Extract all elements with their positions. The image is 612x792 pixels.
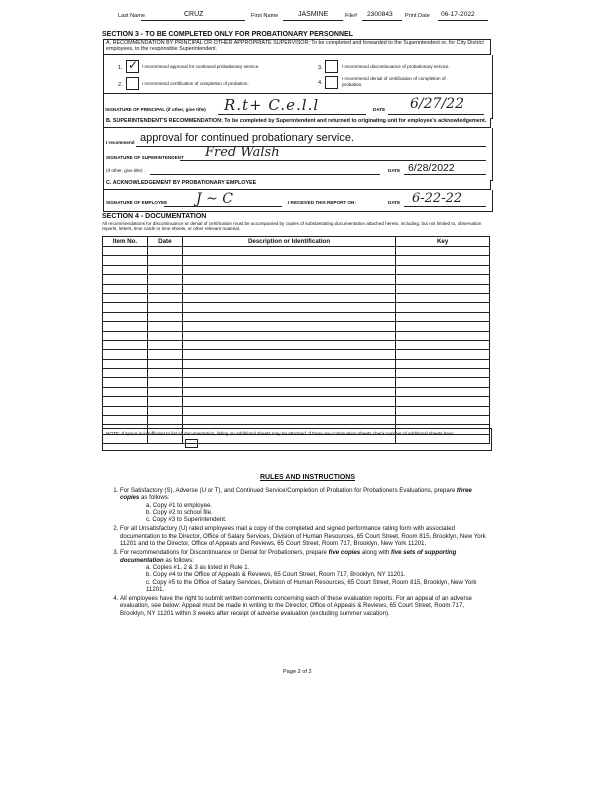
print-date-value: 06-17-2022	[441, 11, 475, 18]
option-2-number: 2.	[118, 82, 123, 88]
rule-3: 3. For recommendations for Discontinuance or Denial for Probationers, prepare five copies along with five sets of supporting documentation as follows: a. Copies #1, 2 & 3 as listed in Rule 1. b. Copy #4 to the Office of Appeals & Reviews, 65 Court Street, Room 717, Brooklyn, NY 11201. c. Copy #5 to the Office of Salary Services, Division of Human Resources, 65 Court Street, Room 815, Brooklyn, New York 11201.	[120, 549, 488, 593]
option-2-text: I recommend certification of completion of probation.	[142, 81, 249, 86]
table-cell[interactable]	[182, 416, 395, 425]
table-cell[interactable]	[103, 378, 148, 387]
table-cell[interactable]	[103, 247, 148, 256]
principal-date-label: DATE	[373, 107, 386, 112]
table-cell[interactable]	[147, 350, 182, 359]
first-name-label: First Name	[251, 13, 279, 19]
column-header-item-no: Item No.	[103, 237, 148, 247]
superintendent-date-line	[404, 174, 486, 175]
rule-2: 2. For all Unsatisfactory (U) rated employees mail a copy of the completed and signed performance rating form with associated documentation to the Director, Office of Salary Services, Division of Human Resources, 65 Court Street, Room 815, Brooklyn, New York 11201 and to the Director, Office of Appeals and Reviews, 65 Court Street, Room 717, Brooklyn, New York 11201.	[120, 525, 488, 547]
recommend-value: approval for continued probationary service.	[140, 132, 355, 144]
table-row	[103, 293, 490, 302]
table-cell[interactable]	[182, 303, 395, 312]
table-cell[interactable]	[182, 406, 395, 415]
table-cell[interactable]	[396, 322, 490, 331]
option-1-checkbox[interactable]	[126, 60, 139, 73]
table-row	[103, 247, 490, 256]
table-cell[interactable]	[147, 397, 182, 406]
table-cell[interactable]	[147, 340, 182, 349]
print-date-label: Print Date	[405, 13, 430, 19]
employee-signature-label: SIGNATURE OF EMPLOYEE	[106, 200, 168, 205]
table-cell[interactable]	[103, 369, 148, 378]
table-cell[interactable]	[182, 322, 395, 331]
partA-header: A. RECOMMENDATION BY PRINCIPAL OR OTHER APPROPRIATE SUPERVISOR: To be completed and forwarded to the Superintendent or, for City District employees, to the responsible Superintendent.	[103, 39, 491, 55]
table-cell[interactable]	[103, 303, 148, 312]
superintendent-date-label: DATE	[388, 168, 401, 173]
table-row	[103, 397, 490, 406]
documentation-table	[102, 236, 490, 444]
table-cell[interactable]	[182, 387, 395, 396]
principal-date: 6/27/22	[410, 96, 464, 112]
section3-title: SECTION 3 - TO BE COMPLETED ONLY FOR PROBATIONARY PERSONNEL	[102, 31, 353, 38]
table-cell[interactable]	[396, 369, 490, 378]
table-row	[103, 312, 490, 321]
employee-date-line	[404, 206, 486, 207]
page-number: Page 2 of 2	[283, 669, 312, 675]
table-row	[103, 284, 490, 293]
option-1-text: I recommend approval for continued probationary service.	[142, 64, 260, 69]
table-cell[interactable]	[147, 256, 182, 265]
table-cell[interactable]	[103, 265, 148, 274]
table-cell[interactable]	[396, 331, 490, 340]
received-label: I RECEIVED THIS REPORT ON:	[288, 200, 356, 205]
table-cell[interactable]	[103, 275, 148, 284]
table-cell[interactable]	[103, 312, 148, 321]
rule-4: 4. All employees have the right to submit written comments concerning each of these evaluation reports. For an appeal of an adverse evaluation, see below: Appeal must be made in writing to the Director, Office of Appeals & Reviews, 65 Court Street, Room 717, Brooklyn, NY 11201 within 3 weeks after receipt of adverse evaluation (excluding summer vacation).	[120, 595, 488, 617]
file-label: File#	[345, 13, 358, 19]
table-cell[interactable]	[103, 387, 148, 396]
table-cell[interactable]	[396, 359, 490, 368]
principal-signature-label: SIGNATURE OF PRINCIPAL (if other, give title)	[105, 107, 206, 112]
table-cell[interactable]	[396, 275, 490, 284]
option-4-text: I recommend denial of certification of completion of probation.	[342, 76, 446, 87]
option-4-checkbox[interactable]	[325, 76, 338, 89]
table-cell[interactable]	[147, 387, 182, 396]
superintendent-signature-label: SIGNATURE OF SUPERINTENDENT	[106, 155, 184, 160]
employee-date-label: DATE	[388, 200, 401, 205]
table-cell[interactable]	[103, 350, 148, 359]
file-line	[362, 20, 402, 21]
table-cell[interactable]	[103, 406, 148, 415]
table-cell[interactable]	[396, 256, 490, 265]
table-row	[103, 340, 490, 349]
table-row	[103, 369, 490, 378]
column-header-description: Description or Identification	[182, 237, 395, 247]
recommend-line	[136, 146, 486, 147]
table-row	[103, 359, 490, 368]
table-cell[interactable]	[147, 265, 182, 274]
table-cell[interactable]	[103, 397, 148, 406]
principal-signature-line	[218, 114, 366, 115]
table-row	[103, 256, 490, 265]
table-cell[interactable]	[182, 331, 395, 340]
table-cell[interactable]	[182, 247, 395, 256]
table-row	[103, 350, 490, 359]
table-cell[interactable]	[396, 284, 490, 293]
rule-3-sub-a: a. Copies #1, 2 & 3 as listed in Rule 1.	[146, 563, 250, 571]
additional-sheets-box[interactable]	[185, 439, 198, 448]
last-name-line	[141, 20, 245, 21]
table-row	[103, 303, 490, 312]
table-cell[interactable]	[147, 284, 182, 293]
table-cell[interactable]	[396, 303, 490, 312]
superintendent-signature: Fred Walsh	[205, 145, 280, 160]
table-cell[interactable]	[182, 397, 395, 406]
table-cell[interactable]	[147, 247, 182, 256]
option-2-checkbox[interactable]	[126, 77, 139, 90]
table-cell[interactable]	[396, 406, 490, 415]
table-cell[interactable]	[182, 265, 395, 274]
table-cell[interactable]	[182, 275, 395, 284]
table-cell[interactable]	[182, 312, 395, 321]
other-title-line	[150, 174, 380, 175]
table-row	[103, 331, 490, 340]
table-cell[interactable]	[103, 331, 148, 340]
partB-header: B. SUPERINTENDENT'S RECOMMENDATION: To be completed by Superintendent and returned to originating unit for employee's acknowledgement.	[103, 118, 491, 128]
section4-intro: All recommendations for discontinuance or denial of certification must be accompanied by copies of substantiating documentation attached hereto, including, but not limited to, observation reports, letters, time cards or time sheets, or other relevant material.	[102, 221, 482, 232]
table-cell[interactable]	[103, 359, 148, 368]
table-cell[interactable]	[182, 284, 395, 293]
table-row	[103, 378, 490, 387]
rule-1-sub-c: c. Copy #3 to Superintendent.	[146, 516, 227, 524]
principal-signature: R.t+ C.e.l.l	[224, 96, 320, 114]
table-cell[interactable]	[147, 275, 182, 284]
table-cell[interactable]	[147, 303, 182, 312]
option-3-number: 3.	[318, 65, 323, 71]
table-cell[interactable]	[396, 378, 490, 387]
option-1-number: 1.	[118, 65, 123, 71]
table-cell[interactable]	[182, 350, 395, 359]
rule-1: 1. For Satisfactory (S), Adverse (U or T), and Continued Service/Completion of Probation for Probationers Evaluations, prepare three copies as follows: a. Copy #1 to employee. b. Copy #2 to school file. c. Copy #3 to Superintendent.	[120, 487, 488, 523]
option-3-checkbox[interactable]	[325, 60, 338, 73]
table-row	[103, 275, 490, 284]
table-row	[103, 265, 490, 274]
recommend-label: I recommend	[106, 140, 135, 145]
print-date-line	[438, 20, 488, 21]
first-name-line	[283, 20, 343, 21]
table-cell[interactable]	[182, 340, 395, 349]
last-name-value: CRUZ	[184, 11, 204, 18]
table-cell[interactable]	[147, 416, 182, 425]
table-cell[interactable]	[147, 378, 182, 387]
principal-date-line	[388, 114, 484, 115]
column-header-date: Date	[147, 237, 182, 247]
table-cell[interactable]	[396, 387, 490, 396]
table-cell[interactable]	[396, 312, 490, 321]
table-cell[interactable]	[396, 265, 490, 274]
table-cell[interactable]	[182, 359, 395, 368]
table-cell[interactable]	[396, 416, 490, 425]
table-row	[103, 322, 490, 331]
table-cell[interactable]	[396, 340, 490, 349]
table-cell[interactable]	[103, 340, 148, 349]
check-mark-icon: ✓	[128, 58, 139, 72]
rule-1-sub-b: b. Copy #2 to school file.	[146, 508, 213, 516]
table-cell[interactable]	[182, 378, 395, 387]
employee-date: 6-22-22	[412, 191, 463, 206]
table-cell[interactable]	[147, 312, 182, 321]
table-cell[interactable]	[182, 256, 395, 265]
table-cell[interactable]	[396, 397, 490, 406]
table-cell[interactable]	[147, 322, 182, 331]
table-cell[interactable]	[396, 247, 490, 256]
table-row	[103, 406, 490, 415]
table-cell[interactable]	[147, 331, 182, 340]
section4-title: SECTION 4 - DOCUMENTATION	[102, 213, 207, 220]
superintendent-signature-line	[180, 160, 486, 161]
file-value: 2300843	[367, 11, 393, 18]
table-cell[interactable]	[147, 406, 182, 415]
table-row	[103, 387, 490, 396]
rule-1-sub-a: a. Copy #1 to employee.	[146, 501, 213, 509]
rules-title: RULES AND INSTRUCTIONS	[260, 474, 356, 481]
table-row	[103, 416, 490, 425]
table-cell[interactable]	[147, 369, 182, 378]
table-cell[interactable]	[103, 322, 148, 331]
column-header-key: Key	[396, 237, 490, 247]
table-cell[interactable]	[103, 416, 148, 425]
rule-3-sub-c: c. Copy #5 to the Office of Salary Services, Division of Human Resources, 65 Court Street, Room 815, Brooklyn, New York 11201.	[146, 578, 477, 593]
table-cell[interactable]	[396, 293, 490, 302]
note-text: NOTE: If space is insufficient to list all documentation, listing on additional sheets may be attached. If there are continuation sheets check number of additional sheets here:	[106, 431, 455, 436]
table-header-row	[103, 237, 490, 247]
last-name-label: Last Name	[118, 13, 146, 19]
partC-header: C. ACKNOWLEDGEMENT BY PROBATIONARY EMPLOYEE	[103, 180, 491, 190]
other-title-label: (If other, give title)	[106, 168, 143, 173]
table-cell[interactable]	[103, 284, 148, 293]
partA-body	[103, 55, 493, 94]
option-3-text: I recommend discontinuance of probationary service.	[342, 64, 450, 69]
option-4-number: 4.	[318, 80, 323, 86]
table-cell[interactable]	[103, 256, 148, 265]
superintendent-date: 6/28/2022	[408, 162, 455, 174]
table-cell[interactable]	[182, 293, 395, 302]
rule-3-sub-b: b. Copy #4 to the Office of Appeals & Reviews, 65 Court Street, Room 717, Brooklyn, NY 11201.	[146, 571, 406, 579]
rules-list	[108, 487, 488, 619]
employee-signature: J ~ C	[196, 191, 233, 207]
table-cell[interactable]	[103, 293, 148, 302]
first-name-value: JASMINE	[298, 11, 329, 18]
table-cell[interactable]	[396, 350, 490, 359]
table-cell[interactable]	[182, 369, 395, 378]
table-cell[interactable]	[147, 293, 182, 302]
table-cell[interactable]	[147, 359, 182, 368]
